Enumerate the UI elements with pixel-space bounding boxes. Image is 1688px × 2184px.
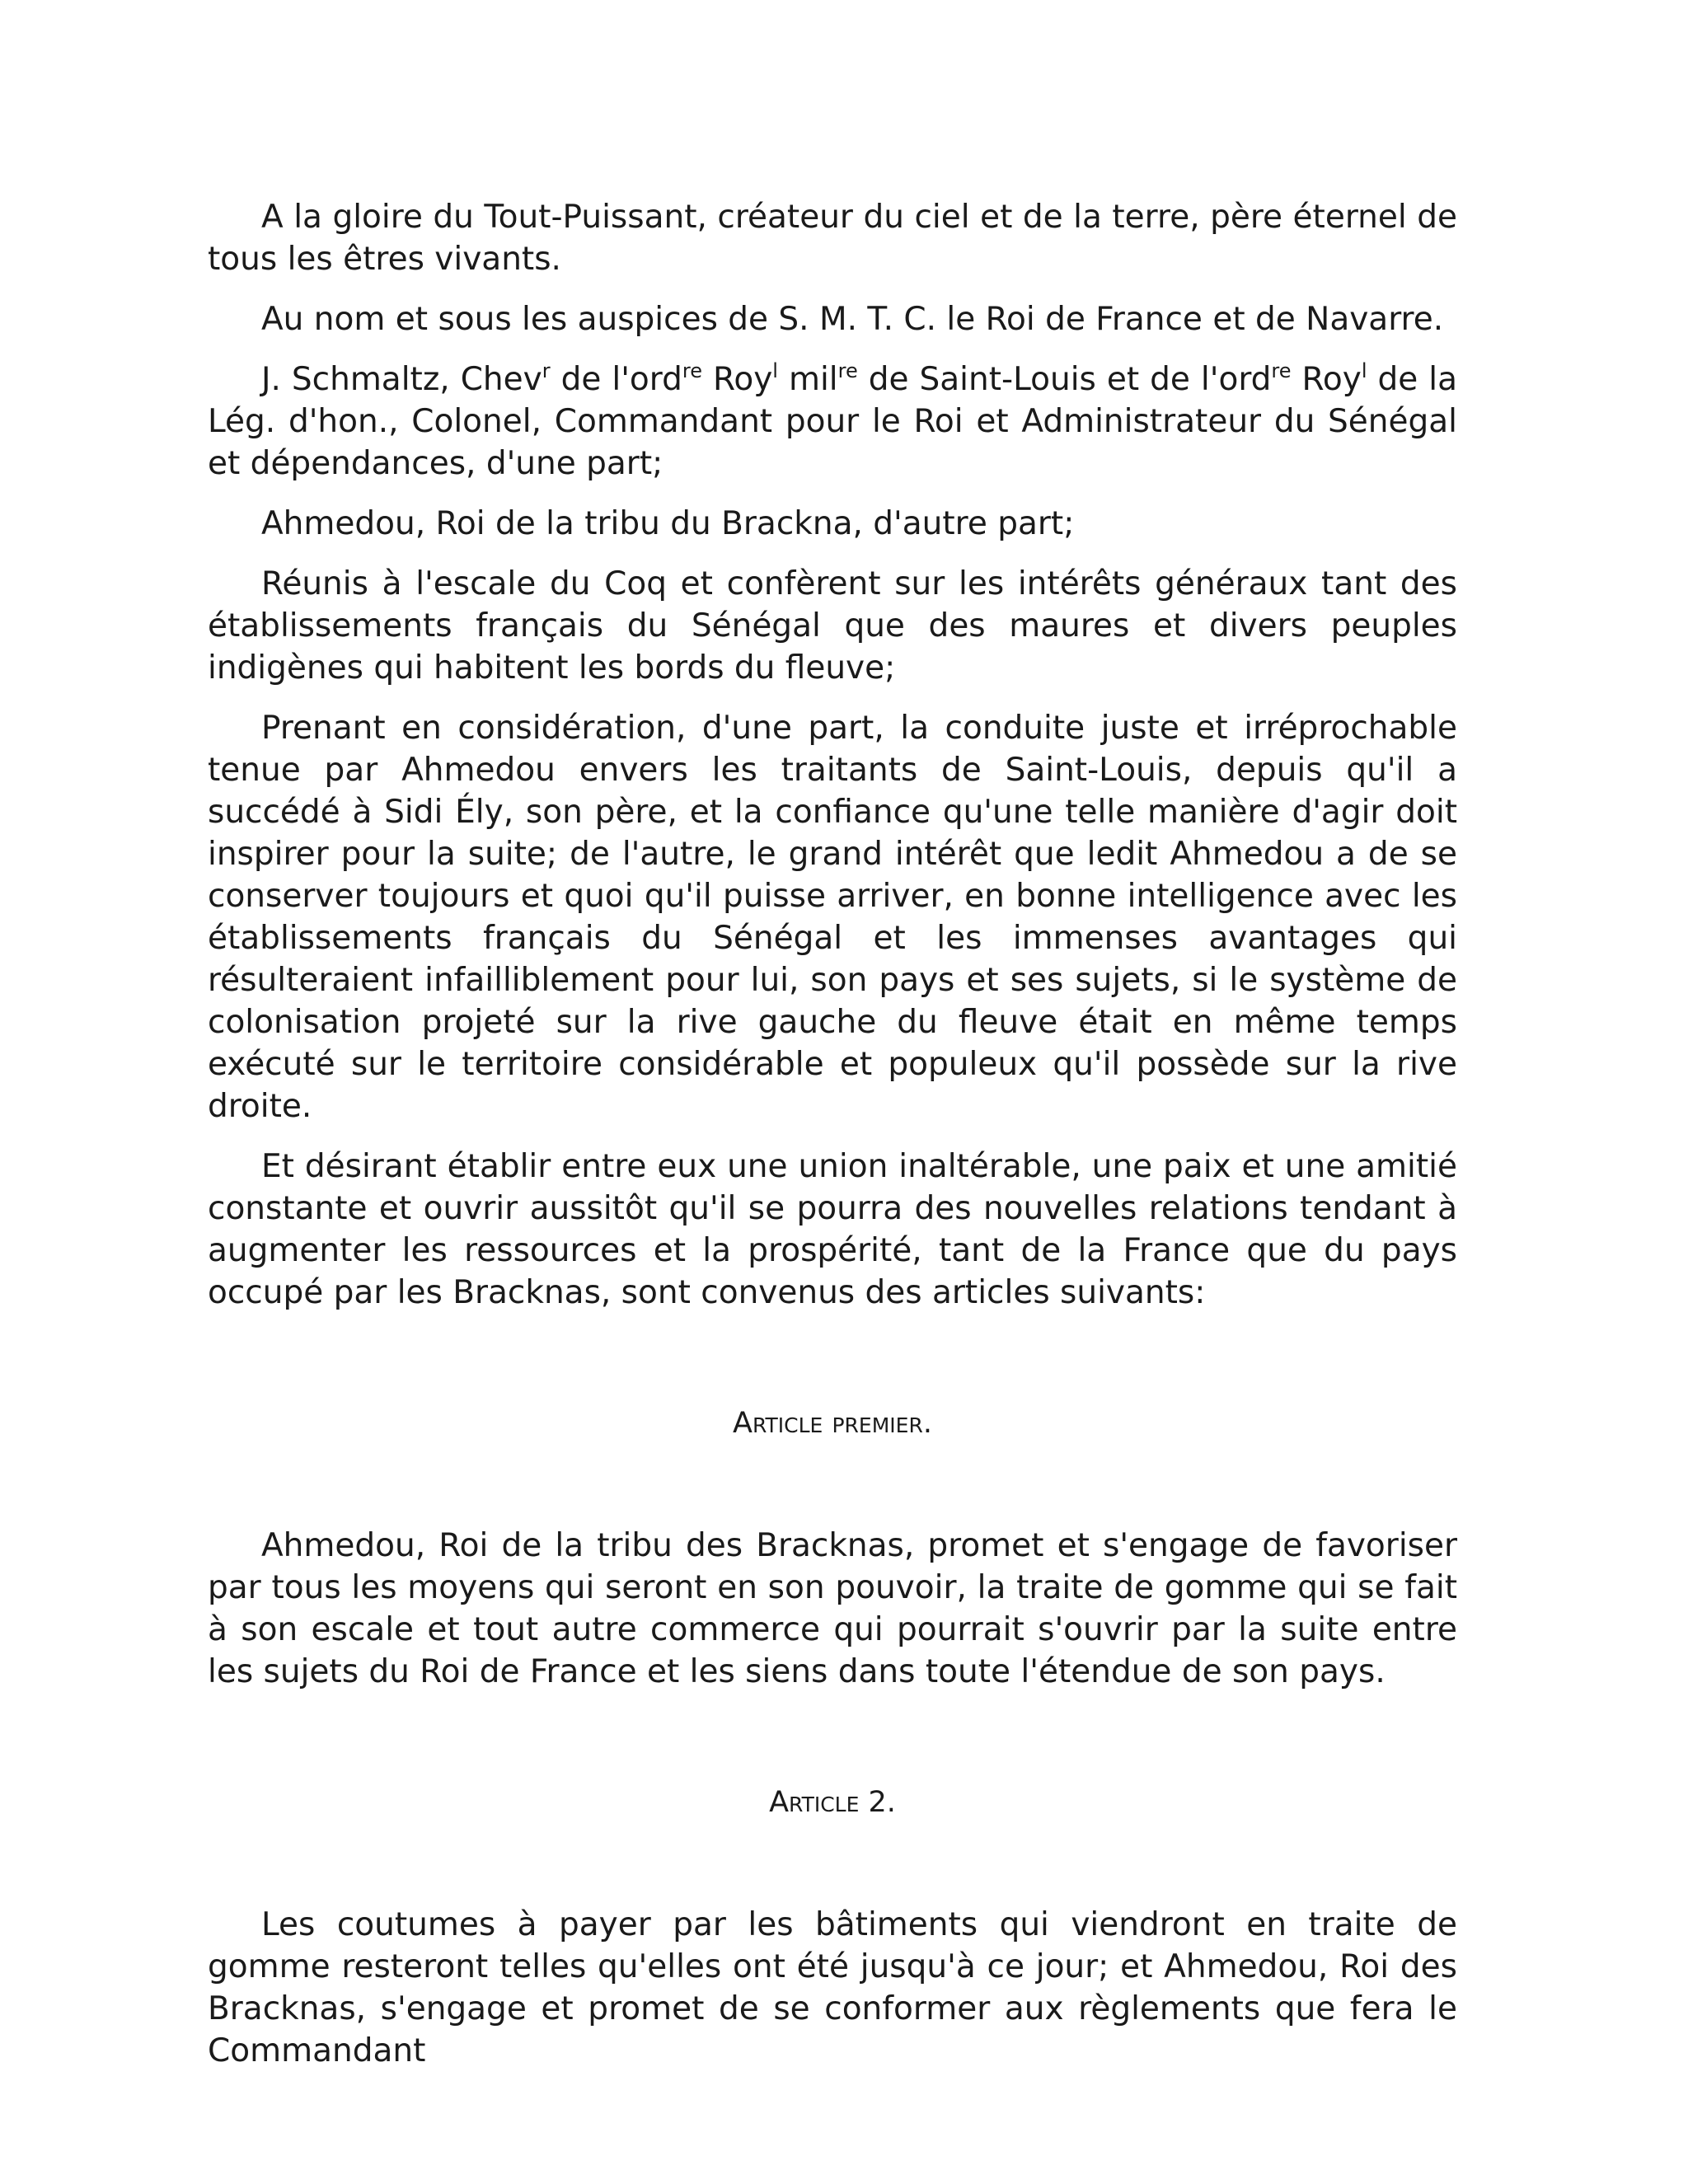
abbrev-superscript: l <box>772 359 778 382</box>
article-text: Ahmedou, Roi de la tribu des Bracknas, promet et s'engage de favoriser par tous les moyens qui seront en son pouvoir, la traite de gomme qui se fait à son escale et tout autre commerce qui pourrait s'ouvrir par la suite entre les sujets du Roi de France et les siens dans toute l'étendue de son pays. <box>208 1527 1457 1690</box>
article-heading: Article 2. <box>769 1786 896 1819</box>
party-one-paragraph <box>208 359 1457 485</box>
document-page <box>208 196 1457 2090</box>
abbrev-superscript: re <box>1271 359 1292 382</box>
auspices-paragraph: Au nom et sous les auspices de S. M. T. C. le Roi de France et de Navarre. <box>261 301 1444 338</box>
party-one-text: de l'ord <box>550 361 682 398</box>
article-heading: Article premier. <box>733 1407 932 1440</box>
agreement-paragraph: Et désirant établir entre eux une union inaltérable, une paix et une amitié constante et ouvrir aussitôt qu'il se pourra des nouvelles relations tendant à augmenter les ressources et la prospérité, tant de la France que du pays occupé par les Bracknas, sont convenus des articles suivants: <box>208 1148 1457 1311</box>
considerations-paragraph: Prenant en considération, d'une part, la conduite juste et irréprochable tenue par Ahmedou envers les traitants de Saint-Louis, depuis qu'il a succédé à Sidi Ély, son père, et la confiance qu'une telle manière d'agir doit inspirer pour la suite; de l'autre, le grand intérêt que ledit Ahmedou a de se conserver toujours et quoi qu'il puisse arriver, en bonne intelligence avec les établissements français du Sénégal et les immenses avantages qui résulteraient infailliblement pour lui, son pays et ses sujets, si le système de colonisation projeté sur la rive gauche du fleuve était en même temps exécuté sur le territoire considérable et populeux qu'il possède sur la rive droite. <box>208 710 1457 1125</box>
meeting-paragraph: Réunis à l'escale du Coq et confèrent sur les intérêts généraux tant des établissements français du Sénégal que des maures et divers peuples indigènes qui habitent les bords du fleuve; <box>208 565 1457 687</box>
party-one-text: mil <box>777 361 838 398</box>
abbrev-superscript: r <box>542 359 551 382</box>
party-one-text: de Saint-Louis et de l'ord <box>857 361 1272 398</box>
party-one-text: J. Schmaltz, Chev <box>261 361 542 398</box>
dedication-paragraph: A la gloire du Tout-Puissant, créateur du ciel et de la terre, père éternel de tous les êtres vivants. <box>208 199 1457 278</box>
party-one-text: Roy <box>702 361 773 398</box>
party-two-paragraph: Ahmedou, Roi de la tribu du Brackna, d'autre part; <box>261 505 1075 542</box>
abbrev-superscript: re <box>682 359 702 382</box>
abbrev-superscript: l <box>1361 359 1367 382</box>
party-one-text: Roy <box>1291 361 1362 398</box>
article-text: Les coutumes à payer par les bâtiments qui viendront en traite de gomme resteront telles qu'elles ont été jusqu'à ce jour; et Ahmedou, Roi des Bracknas, s'engage et promet de se conformer aux règlements que fera le Commandant <box>208 1906 1457 2069</box>
abbrev-superscript: re <box>837 359 858 382</box>
party-one-text: de la Lég. d'hon., Colonel, Commandant pour le Roi et Administrateur du Sénégal et dépendances, d'une part; <box>208 361 1457 482</box>
